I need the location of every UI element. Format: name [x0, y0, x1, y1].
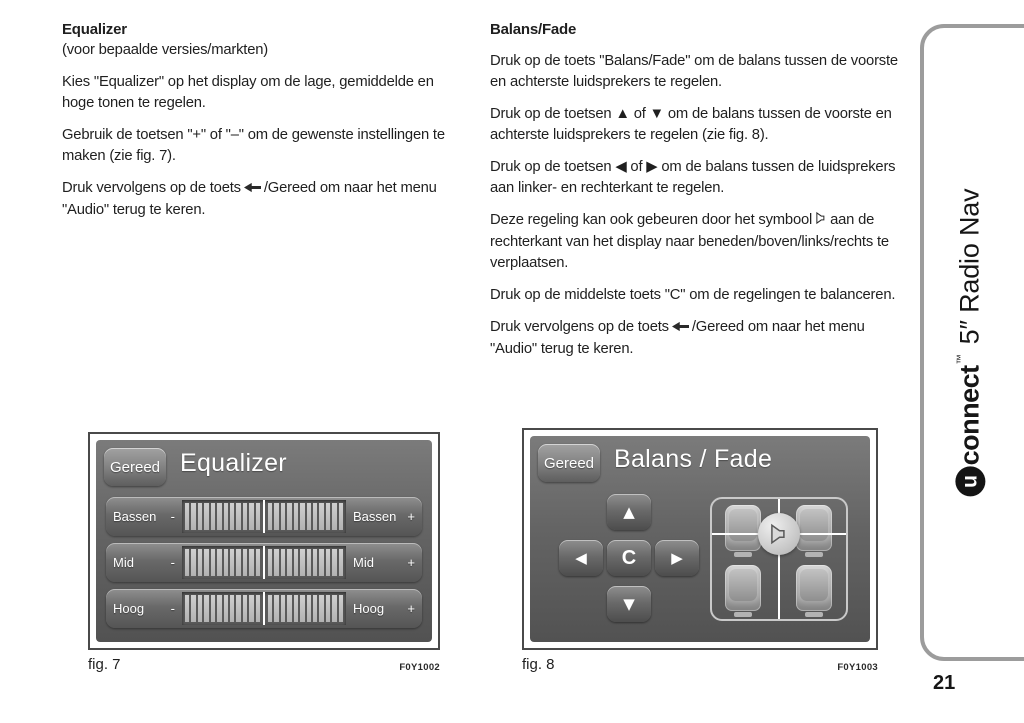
trademark-symbol: ™: [955, 354, 967, 365]
paragraph-text: Druk vervolgens op de toets: [62, 180, 241, 196]
paragraph: Gebruik de toetsen "+" of "–" om de gewenste instellingen te maken (zie fig. 7).: [62, 127, 445, 164]
radio-display: [530, 436, 870, 642]
eq-bar: [191, 595, 195, 622]
paragraph-text: aan de rechterkant van het display naar beneden/boven/links/rechts te verplaatsen.: [490, 212, 889, 271]
band-label: Hoog: [353, 601, 385, 616]
equalizer-section: [62, 20, 464, 221]
eq-bar: [268, 503, 272, 530]
eq-bar: [319, 595, 323, 622]
eq-bar: [339, 595, 343, 622]
bassen-plus-button: [346, 497, 422, 536]
eq-bar: [332, 549, 336, 576]
plus-sign: +: [407, 555, 415, 570]
eq-bar: [319, 503, 323, 530]
seat-rear-left-icon: [725, 565, 761, 611]
eq-bar: [274, 595, 278, 622]
eq-bar: [224, 595, 228, 622]
figure-8-balans-fade-screen: [522, 428, 878, 650]
eq-bar: [224, 549, 228, 576]
eq-bar: [274, 503, 278, 530]
uconnect-logo-icon: u: [955, 466, 985, 496]
gereed-button: Gereed: [538, 444, 600, 482]
paragraph-text: Deze regeling kan ook gebeuren door het symbool: [490, 212, 813, 228]
eq-bar: [204, 503, 208, 530]
band-label: Bassen: [353, 509, 397, 524]
eq-bar: [332, 503, 336, 530]
seat-rear-right-icon: [796, 565, 832, 611]
up-arrow-button: ▲: [607, 494, 651, 530]
equalizer-row-mid: [106, 543, 422, 582]
eq-bar: [326, 595, 330, 622]
product-name: 5″ Radio Nav: [954, 188, 985, 345]
eq-bar: [307, 549, 311, 576]
mid-minus-button: [106, 543, 182, 582]
bassen-minus-button: [106, 497, 182, 536]
screen-title: Equalizer: [180, 449, 287, 477]
radio-display: [96, 440, 432, 642]
left-arrow-button: ◀: [559, 540, 603, 576]
eq-bar: [294, 595, 298, 622]
paragraph: Kies "Equalizer" op het display om de lage, gemiddelde en hoge tonen te regelen.: [62, 74, 434, 111]
eq-bar: [281, 595, 285, 622]
eq-bar: [236, 549, 240, 576]
paragraph: Druk op de toets "Balans/Fade" om de balans tussen de voorste en achterste luidsprekers te regelen.: [490, 53, 898, 90]
eq-bar: [313, 595, 317, 622]
eq-bar: [300, 549, 304, 576]
section-heading-equalizer: Equalizer: [62, 21, 127, 38]
screen-title: Balans / Fade: [614, 445, 773, 473]
eq-bar: [287, 503, 291, 530]
figure-7-equalizer-screen: [88, 432, 440, 650]
eq-bar: [198, 549, 202, 576]
paragraph: [490, 210, 910, 274]
brand-name: connect: [954, 365, 985, 466]
paragraph-text: Druk vervolgens op de toets: [490, 319, 669, 335]
eq-bar: [326, 549, 330, 576]
plus-sign: +: [407, 509, 415, 524]
eq-bar: [211, 595, 215, 622]
eq-bar: [319, 549, 323, 576]
figure-number: fig. 7: [88, 656, 121, 673]
eq-bar: [243, 503, 247, 530]
minus-sign: -: [170, 601, 175, 616]
eq-bar: [236, 503, 240, 530]
hoog-minus-button: [106, 589, 182, 628]
equalizer-rows: [106, 497, 422, 628]
balance-speaker-knob: [758, 513, 800, 555]
eq-bar: [300, 503, 304, 530]
band-label: Mid: [353, 555, 374, 570]
eq-bar: [211, 503, 215, 530]
eq-bar: [224, 503, 228, 530]
speaker-icon: [768, 522, 790, 546]
eq-bar: [294, 549, 298, 576]
figure-7-caption: [88, 656, 440, 673]
paragraph-text: /Gereed om naar het menu "Audio" terug te keren.: [62, 180, 437, 218]
eq-bar: [249, 549, 253, 576]
eq-bar: [198, 503, 202, 530]
eq-bar: [307, 595, 311, 622]
eq-bar: [307, 503, 311, 530]
equalizer-row-hoog: [106, 589, 422, 628]
equalizer-bars: [182, 592, 346, 625]
equalizer-row-bassen: [106, 497, 422, 536]
eq-bar: [217, 503, 221, 530]
eq-bar: [243, 549, 247, 576]
paragraph: Druk op de toetsen ▲ of ▼ om de balans tussen de voorste en achterste luidsprekers te regelen (zie fig. 8).: [490, 106, 892, 143]
figure-number: fig. 8: [522, 656, 555, 673]
band-label: Mid: [113, 555, 134, 570]
eq-bar: [268, 595, 272, 622]
eq-bar: [191, 503, 195, 530]
eq-bar: [326, 503, 330, 530]
eq-bar: [332, 595, 336, 622]
seat-front-left-icon: [725, 505, 761, 551]
eq-bar: [274, 549, 278, 576]
eq-bar: [204, 549, 208, 576]
section-subheading: (voor bepaalde versies/markten): [62, 42, 268, 58]
eq-bar: [287, 595, 291, 622]
eq-bar: [230, 503, 234, 530]
eq-center-divider: [263, 592, 265, 625]
mid-plus-button: [346, 543, 422, 582]
band-label: Hoog: [113, 601, 145, 616]
eq-center-divider: [263, 500, 265, 533]
figure-code: F0Y1002: [399, 662, 440, 673]
eq-bar: [281, 503, 285, 530]
band-label: Bassen: [113, 509, 157, 524]
balans-fade-section: [490, 20, 910, 360]
eq-center-divider: [263, 546, 265, 579]
eq-bar: [236, 595, 240, 622]
eq-bar: [294, 503, 298, 530]
back-arrow-icon: [244, 179, 261, 200]
eq-bar: [191, 549, 195, 576]
eq-bar: [230, 549, 234, 576]
seat-front-right-icon: [796, 505, 832, 551]
eq-bar: [313, 503, 317, 530]
paragraph: Druk op de toetsen ◀ of ▶ om de balans tussen de luidsprekers aan linker- en rechterkant te regelen.: [490, 159, 896, 196]
eq-bar: [243, 595, 247, 622]
gereed-button: Gereed: [104, 448, 166, 486]
eq-bar: [185, 595, 189, 622]
paragraph: [490, 317, 910, 360]
plus-sign: +: [407, 601, 415, 616]
minus-sign: -: [170, 555, 175, 570]
eq-bar: [256, 503, 260, 530]
eq-bar: [249, 503, 253, 530]
hoog-plus-button: [346, 589, 422, 628]
center-c-button: C: [607, 540, 651, 576]
paragraph-text: /Gereed om naar het menu "Audio" terug te keren.: [490, 319, 865, 357]
eq-bar: [287, 549, 291, 576]
eq-bar: [185, 549, 189, 576]
eq-bar: [185, 503, 189, 530]
paragraph: Druk op de middelste toets "C" om de regelingen te balanceren.: [490, 287, 896, 303]
page-number: 21: [933, 672, 956, 694]
equalizer-bars: [182, 546, 346, 579]
speaker-icon: [815, 211, 827, 232]
figure-8-caption: [522, 656, 878, 673]
eq-bar: [249, 595, 253, 622]
eq-bar: [300, 595, 304, 622]
eq-bar: [256, 549, 260, 576]
seat-map-panel: [710, 497, 848, 621]
eq-bar: [217, 549, 221, 576]
eq-bar: [313, 549, 317, 576]
paragraph: [62, 178, 464, 221]
section-heading-balans-fade: Balans/Fade: [490, 21, 577, 38]
eq-bar: [281, 549, 285, 576]
right-arrow-button: ▶: [655, 540, 699, 576]
eq-bar: [217, 595, 221, 622]
eq-bar: [198, 595, 202, 622]
eq-bar: [230, 595, 234, 622]
eq-bar: [204, 595, 208, 622]
minus-sign: -: [170, 509, 175, 524]
back-arrow-icon: [672, 318, 689, 339]
eq-bar: [211, 549, 215, 576]
eq-bar: [256, 595, 260, 622]
eq-bar: [268, 549, 272, 576]
figure-code: F0Y1003: [837, 662, 878, 673]
down-arrow-button: ▼: [607, 586, 651, 622]
eq-bar: [339, 549, 343, 576]
chapter-tab-label: [920, 24, 1020, 661]
eq-bar: [339, 503, 343, 530]
equalizer-bars: [182, 500, 346, 533]
